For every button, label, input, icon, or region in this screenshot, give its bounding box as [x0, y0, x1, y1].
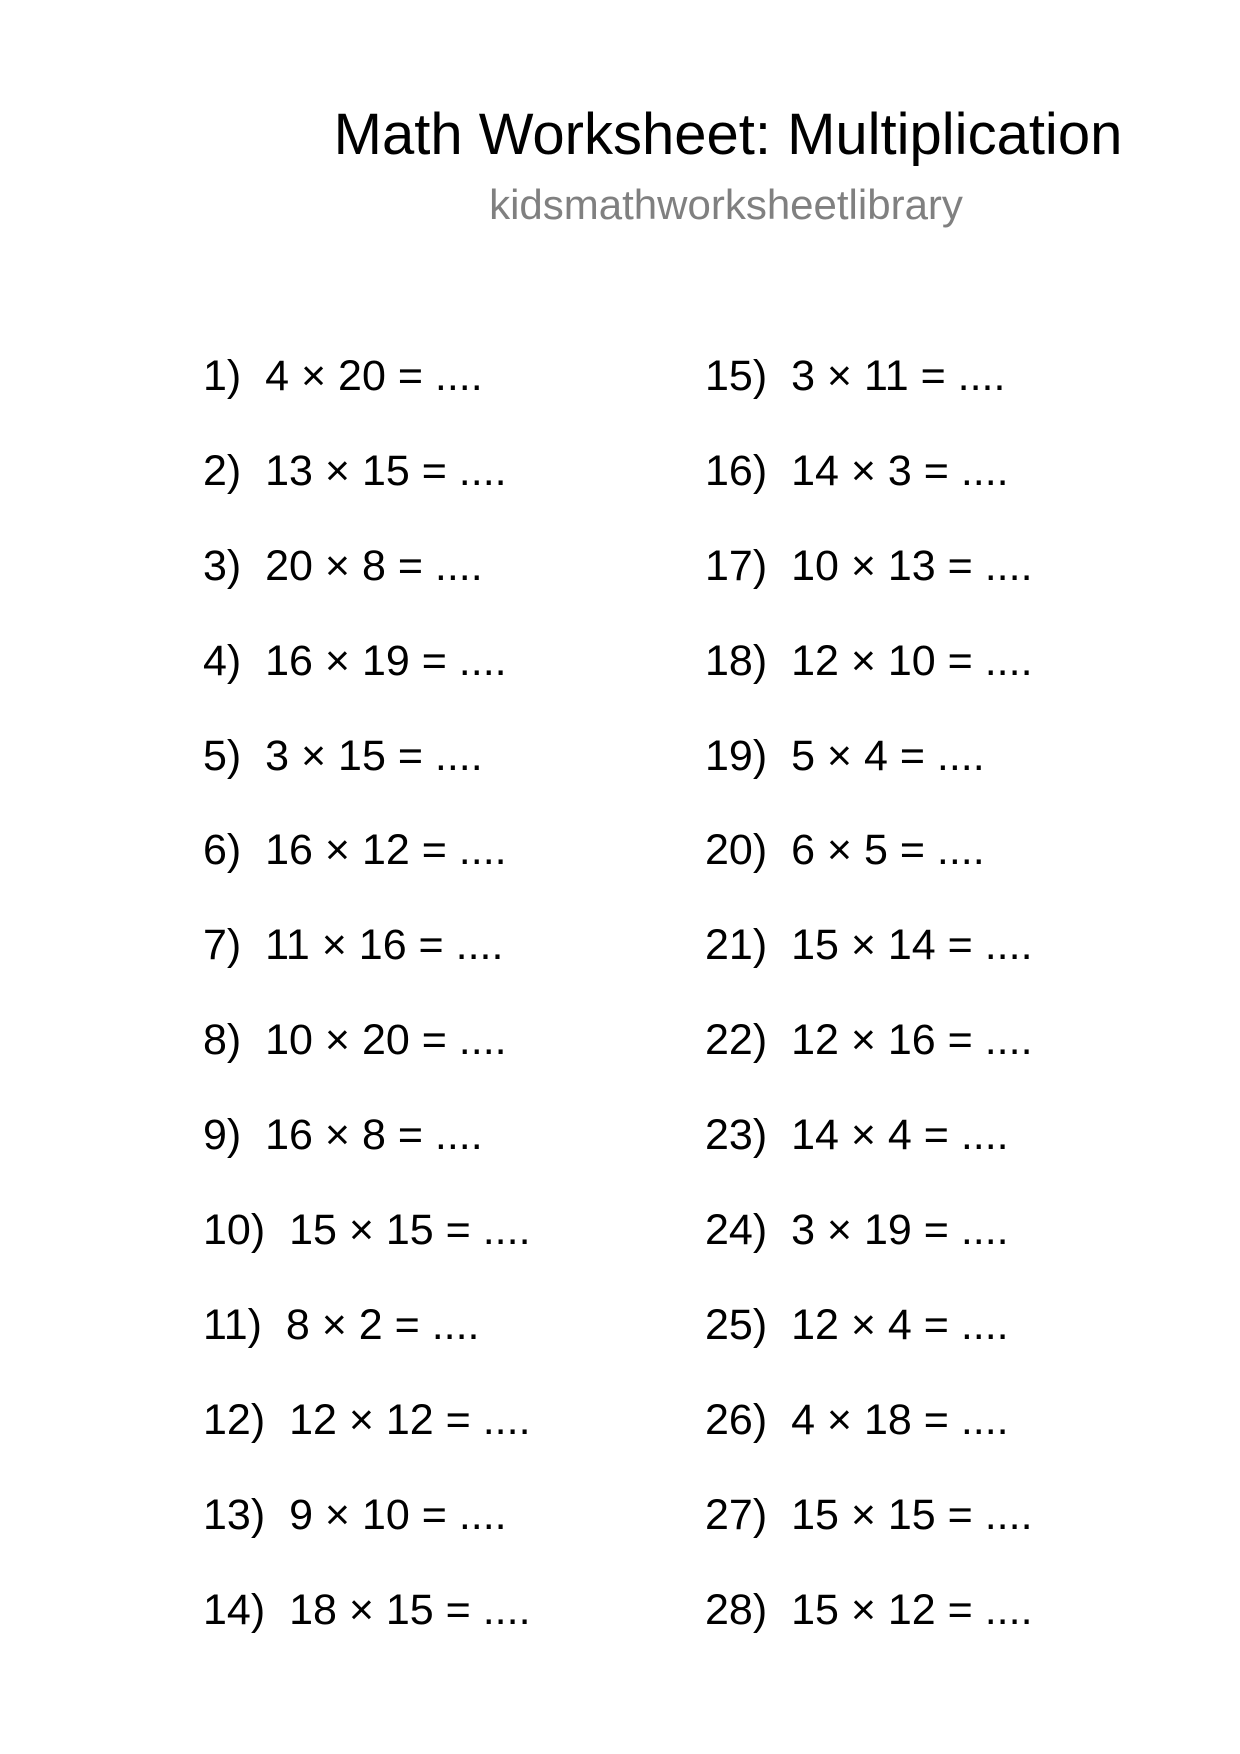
- problem-item: [705, 352, 1033, 450]
- problem-expression: 15 × 15 = ....: [289, 1206, 531, 1255]
- problem-item: [203, 541, 531, 640]
- problem-item: [203, 826, 531, 924]
- problem-item: [203, 352, 531, 450]
- problem-number: 10): [203, 1206, 266, 1255]
- problem-expression: 3 × 15 = ....: [265, 731, 483, 780]
- problem-expression: 18 × 15 = ....: [289, 1585, 531, 1634]
- problem-expression: 12 × 10 = ....: [791, 636, 1033, 685]
- problem-expression: 8 × 2 = ....: [285, 1300, 480, 1349]
- problem-item: [705, 541, 1033, 640]
- problem-item: [705, 921, 1033, 1019]
- problem-item: [705, 1206, 1033, 1304]
- problem-expression: 20 × 8 = ....: [265, 541, 483, 590]
- problem-expression: 5 × 4 = ....: [791, 731, 985, 780]
- problem-item: [203, 1111, 531, 1209]
- problem-expression: 14 × 4 = ....: [791, 1111, 1009, 1160]
- problem-item: [705, 731, 1033, 830]
- problem-number: 28): [705, 1585, 768, 1634]
- problem-number: 21): [705, 921, 768, 970]
- problem-number: 27): [705, 1490, 768, 1539]
- problem-number: 24): [705, 1206, 768, 1255]
- problem-item: [705, 1395, 1033, 1494]
- problem-item: [705, 1490, 1033, 1589]
- problem-column-left: [203, 352, 531, 1683]
- problem-number: 2): [203, 446, 242, 495]
- problem-expression: 6 × 5 = ....: [791, 826, 985, 875]
- problem-expression: 9 × 10 = ....: [289, 1490, 507, 1539]
- problem-expression: 15 × 14 = ....: [791, 921, 1033, 970]
- problem-expression: 12 × 16 = ....: [791, 1016, 1033, 1065]
- problem-number: 6): [203, 826, 242, 875]
- problem-number: 3): [203, 541, 242, 590]
- problem-number: 26): [705, 1395, 768, 1444]
- problem-number: 12): [203, 1395, 266, 1444]
- problem-expression: 10 × 13 = ....: [791, 541, 1033, 590]
- problem-item: [203, 731, 531, 830]
- problem-expression: 4 × 20 = ....: [265, 352, 483, 400]
- problem-expression: 16 × 19 = ....: [265, 636, 507, 685]
- problem-expression: 10 × 20 = ....: [265, 1016, 507, 1065]
- problem-number: 8): [203, 1016, 242, 1065]
- problem-number: 14): [203, 1585, 266, 1634]
- problem-number: 7): [203, 921, 242, 970]
- problem-expression: 4 × 18 = ....: [791, 1395, 1009, 1444]
- problem-item: [705, 1111, 1033, 1209]
- problem-expression: 14 × 3 = ....: [791, 446, 1009, 495]
- problem-number: 23): [705, 1111, 768, 1160]
- problem-expression: 15 × 15 = ....: [791, 1490, 1033, 1539]
- problem-number: 13): [203, 1490, 266, 1539]
- problem-expression: 13 × 15 = ....: [265, 446, 507, 495]
- problem-column-right: [705, 352, 1033, 1683]
- problem-item: [203, 921, 531, 1019]
- problem-number: 4): [203, 636, 242, 685]
- problem-item: [705, 826, 1033, 924]
- problem-number: 15): [705, 352, 768, 400]
- problem-number: 5): [203, 731, 242, 780]
- problem-item: [705, 446, 1033, 545]
- problem-item: [705, 636, 1033, 735]
- problem-number: 20): [705, 826, 768, 875]
- problem-item: [203, 1395, 531, 1494]
- problem-expression: 3 × 19 = ....: [791, 1206, 1009, 1255]
- problem-item: [705, 1585, 1033, 1684]
- page-subtitle: kidsmathworksheetlibrary: [489, 181, 963, 228]
- problem-expression: 16 × 12 = ....: [265, 826, 507, 875]
- problem-number: 9): [203, 1111, 242, 1160]
- problem-expression: 15 × 12 = ....: [791, 1585, 1033, 1634]
- problem-expression: 3 × 11 = ....: [791, 352, 1006, 400]
- problem-item: [203, 1016, 531, 1114]
- problem-number: 22): [705, 1016, 768, 1065]
- problem-number: 17): [705, 541, 768, 590]
- problem-number: 25): [705, 1300, 768, 1349]
- problem-expression: 12 × 4 = ....: [791, 1300, 1009, 1349]
- page-title: Math Worksheet: Multiplication: [333, 102, 1123, 167]
- problem-item: [203, 1490, 531, 1589]
- problem-expression: 16 × 8 = ....: [265, 1111, 483, 1160]
- problem-item: [203, 1300, 531, 1399]
- problem-expression: 11 × 16 = ....: [265, 921, 504, 970]
- problem-item: [203, 1585, 531, 1684]
- problem-expression: 12 × 12 = ....: [289, 1395, 531, 1444]
- problem-number: 16): [705, 446, 768, 495]
- problem-item: [705, 1300, 1033, 1399]
- problem-number: 11): [203, 1300, 262, 1349]
- problem-item: [705, 1016, 1033, 1114]
- problem-item: [203, 446, 531, 545]
- problem-number: 18): [705, 636, 768, 685]
- problem-number: 1): [203, 352, 242, 400]
- problem-item: [203, 636, 531, 735]
- problem-item: [203, 1206, 531, 1304]
- problem-number: 19): [705, 731, 768, 780]
